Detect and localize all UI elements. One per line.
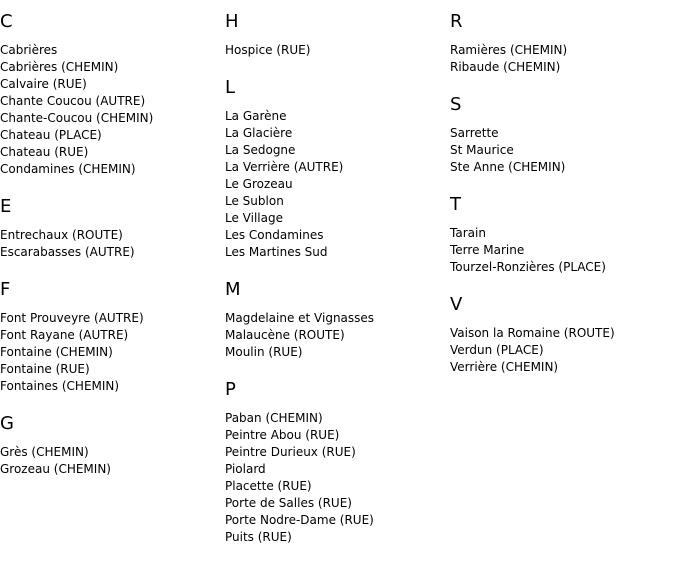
street-entry: Condamines (CHEMIN): [0, 162, 136, 176]
street-entry: Chante-Coucou (CHEMIN): [0, 111, 154, 125]
street-entry: Cabrières (CHEMIN): [0, 60, 119, 74]
street-entry: Verrière (CHEMIN): [450, 360, 559, 374]
letter-heading: C: [0, 11, 13, 32]
letter-heading: R: [450, 11, 463, 32]
letter-heading: V: [450, 294, 463, 315]
street-entry: Fontaine (CHEMIN): [0, 345, 113, 359]
letter-heading: F: [0, 279, 11, 300]
street-entry: Chateau (PLACE): [0, 128, 102, 142]
street-entry: Le Sublon: [225, 194, 284, 208]
street-entry: Moulin (RUE): [225, 345, 303, 359]
street-entry: La Sedogne: [225, 143, 296, 157]
letter-group: [450, 93, 675, 176]
letter-heading: P: [225, 379, 236, 400]
letter-heading: T: [450, 194, 461, 215]
street-entry: Ste Anne (CHEMIN): [450, 160, 566, 174]
letter-group: [225, 10, 450, 59]
street-entry: St Maurice: [450, 143, 514, 157]
street-entry: Chateau (RUE): [0, 145, 89, 159]
letter-heading: S: [450, 94, 462, 115]
letter-heading: L: [225, 77, 236, 98]
street-entry: Calvaire (RUE): [0, 77, 87, 91]
street-entry: Font Rayane (AUTRE): [0, 328, 129, 342]
street-entry: Cabrières: [0, 43, 58, 57]
street-entry: Sarrette: [450, 126, 499, 140]
street-entry: Peintre Abou (RUE): [225, 428, 340, 442]
street-entry: Chante Coucou (AUTRE): [0, 94, 146, 108]
street-entry: Hospice (RUE): [225, 43, 311, 57]
letter-group: [225, 76, 450, 261]
letter-group: [450, 193, 675, 276]
street-entry: La Garène: [225, 109, 287, 123]
street-entry: Puits (RUE): [225, 530, 292, 544]
letter-heading: M: [225, 279, 241, 300]
street-entry: Paban (CHEMIN): [225, 411, 323, 425]
letter-group: [450, 293, 675, 376]
letter-group: [0, 412, 225, 478]
street-entry: Porte de Salles (RUE): [225, 496, 352, 510]
street-entry: Escarabasses (AUTRE): [0, 245, 135, 259]
street-entry: Verdun (PLACE): [450, 343, 544, 357]
street-entry: La Verrière (AUTRE): [225, 160, 344, 174]
street-entry: Porte Nodre-Dame (RUE): [225, 513, 374, 527]
street-entry: Le Village: [225, 211, 283, 225]
street-entry: Font Prouveyre (AUTRE): [0, 311, 144, 325]
street-entry: Placette (RUE): [225, 479, 312, 493]
street-entry: Vaison la Romaine (ROUTE): [450, 326, 615, 340]
letter-heading: H: [225, 11, 239, 32]
street-entry: Les Condamines: [225, 228, 324, 242]
street-entry: Peintre Durieux (RUE): [225, 445, 356, 459]
street-entry: Terre Marine: [450, 243, 525, 257]
letter-group: [450, 10, 675, 76]
index-column: [225, 10, 450, 563]
street-entry: Tourzel-Ronzières (PLACE): [450, 260, 606, 274]
letter-heading: G: [0, 413, 14, 434]
index-column: [0, 10, 225, 495]
index-column: [450, 10, 675, 393]
street-entry: Grozeau (CHEMIN): [0, 462, 111, 476]
street-entry: La Glacière: [225, 126, 293, 140]
letter-group: [0, 10, 225, 178]
street-entry: Entrechaux (ROUTE): [0, 228, 123, 242]
letter-group: [0, 278, 225, 395]
street-entry: Fontaines (CHEMIN): [0, 379, 120, 393]
letter-heading: E: [0, 196, 12, 217]
street-entry: Grès (CHEMIN): [0, 445, 89, 459]
street-entry: Le Grozeau: [225, 177, 293, 191]
street-entry: Ribaude (CHEMIN): [450, 60, 561, 74]
letter-group: [225, 378, 450, 546]
letter-group: [0, 195, 225, 261]
street-entry: Ramières (CHEMIN): [450, 43, 568, 57]
letter-group: [225, 278, 450, 361]
street-entry: Malaucène (ROUTE): [225, 328, 345, 342]
street-entry: Tarain: [450, 226, 486, 240]
street-entry: Les Martines Sud: [225, 245, 328, 259]
street-entry: Magdelaine et Vignasses: [225, 311, 375, 325]
street-entry: Fontaine (RUE): [0, 362, 90, 376]
street-entry: Piolard: [225, 462, 266, 476]
